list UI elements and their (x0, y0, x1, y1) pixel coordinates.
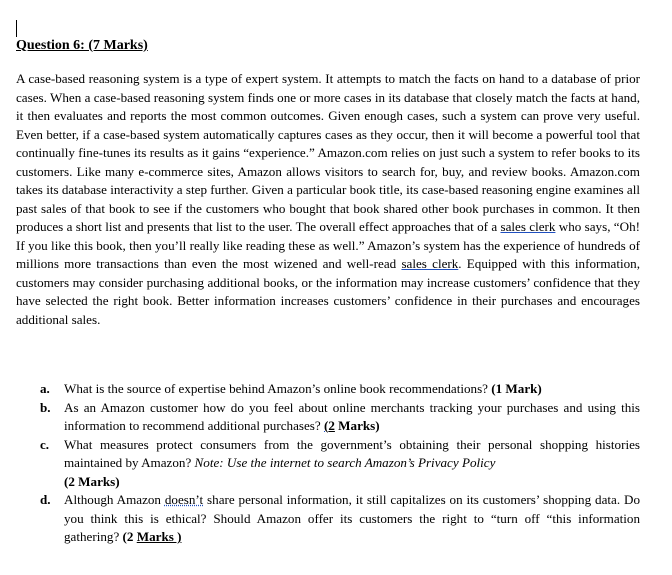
subquestion-b (40, 399, 640, 436)
marks-open: (2 (122, 529, 137, 544)
passage-sales-clerk-1: sales clerk (500, 219, 556, 234)
subquestion-letter: a. (40, 381, 50, 396)
subquestion-letter: d. (40, 492, 51, 507)
text-cursor (16, 20, 17, 37)
subquestion-marks: (2 Marks) (64, 473, 120, 489)
passage-part-2: who says, “Oh! If you like this book, then you’ll really like reading these as well.” Amazon’s system has the experience of hundreds of millions more transactions than even the most wizened and well-read (16, 219, 640, 271)
subquestion-text: What measures protect consumers from the government’s obtaining their personal shopping histories maintained by Amazon? (64, 436, 640, 470)
subquestion-marks: (1 Mark) (491, 381, 542, 396)
subquestion-text: As an Amazon customer how do you feel about online merchants tracking your purchases and using this information to recommend additional purchases? (64, 399, 640, 433)
passage-sales-clerk-2: sales clerk (401, 256, 459, 271)
question-heading: Question 6: (7 Marks) (16, 38, 148, 53)
subquestion-d (40, 491, 640, 547)
passage-part-3: . Equipped with this information, customers may consider purchasing additional books, or the information may increase customers’ confidence that they have selected the right book. Better information increases customers’ confidence in their purchases and encourages additional sales. (16, 256, 640, 327)
subquestion-text-after: share personal information, it still capitalizes on its customers’ shopping data. Do you think this is ethical? Should Amazon offer its customers the right to “turn off “this information gathering? (64, 492, 640, 544)
marks-open: ( (323, 418, 329, 433)
subquestion-a (40, 380, 640, 399)
passage-part-1: A case-based reasoning system is a type of expert system. It attempts to match the facts on hand to a database of prior cases. When a case-based reasoning system finds one or more cases in its database that closely match the facts at hand, it then evaluates and reports the most common outcomes. Given enough cases, such a system can prove very useful. Even better, if a case-based system automatically captures cases as they occur, then it will become a powerful tool that continually fine-tunes its results as it gains “experience.” Amazon.com relies on just such a system to refer books to its customers. Like many e-commerce sites, Amazon allows visitors to search for, buy, and review books. Amazon.com takes its database interactivity a step further. Given a particular book title, its case-based reasoning engine examines all past sales of that book to see if the customers who bought that book shared other book purchases in common. It then produces a short list and presents that list to the user. The overall effect approaches that of a (16, 71, 640, 234)
marks-underlined: Marks ) (136, 529, 182, 544)
subquestion-letter: b. (40, 399, 51, 415)
marks-close: Marks) (334, 418, 380, 433)
subquestion-list (40, 380, 640, 547)
subquestion-marks (324, 418, 380, 433)
subquestion-marks (123, 529, 182, 544)
subquestion-c (40, 436, 640, 492)
subquestion-doesnt: doesn’t (164, 492, 204, 507)
passage-paragraph (16, 70, 640, 329)
subquestion-text-before: Although Amazon (64, 492, 165, 507)
subquestion-text: What is the source of expertise behind Amazon’s online book recommendations? (64, 381, 492, 396)
subquestion-note: Note: Use the internet to search Amazon’s Privacy Policy (194, 455, 496, 470)
marks-number: 2 (328, 418, 335, 433)
subquestion-letter: c. (40, 436, 50, 452)
